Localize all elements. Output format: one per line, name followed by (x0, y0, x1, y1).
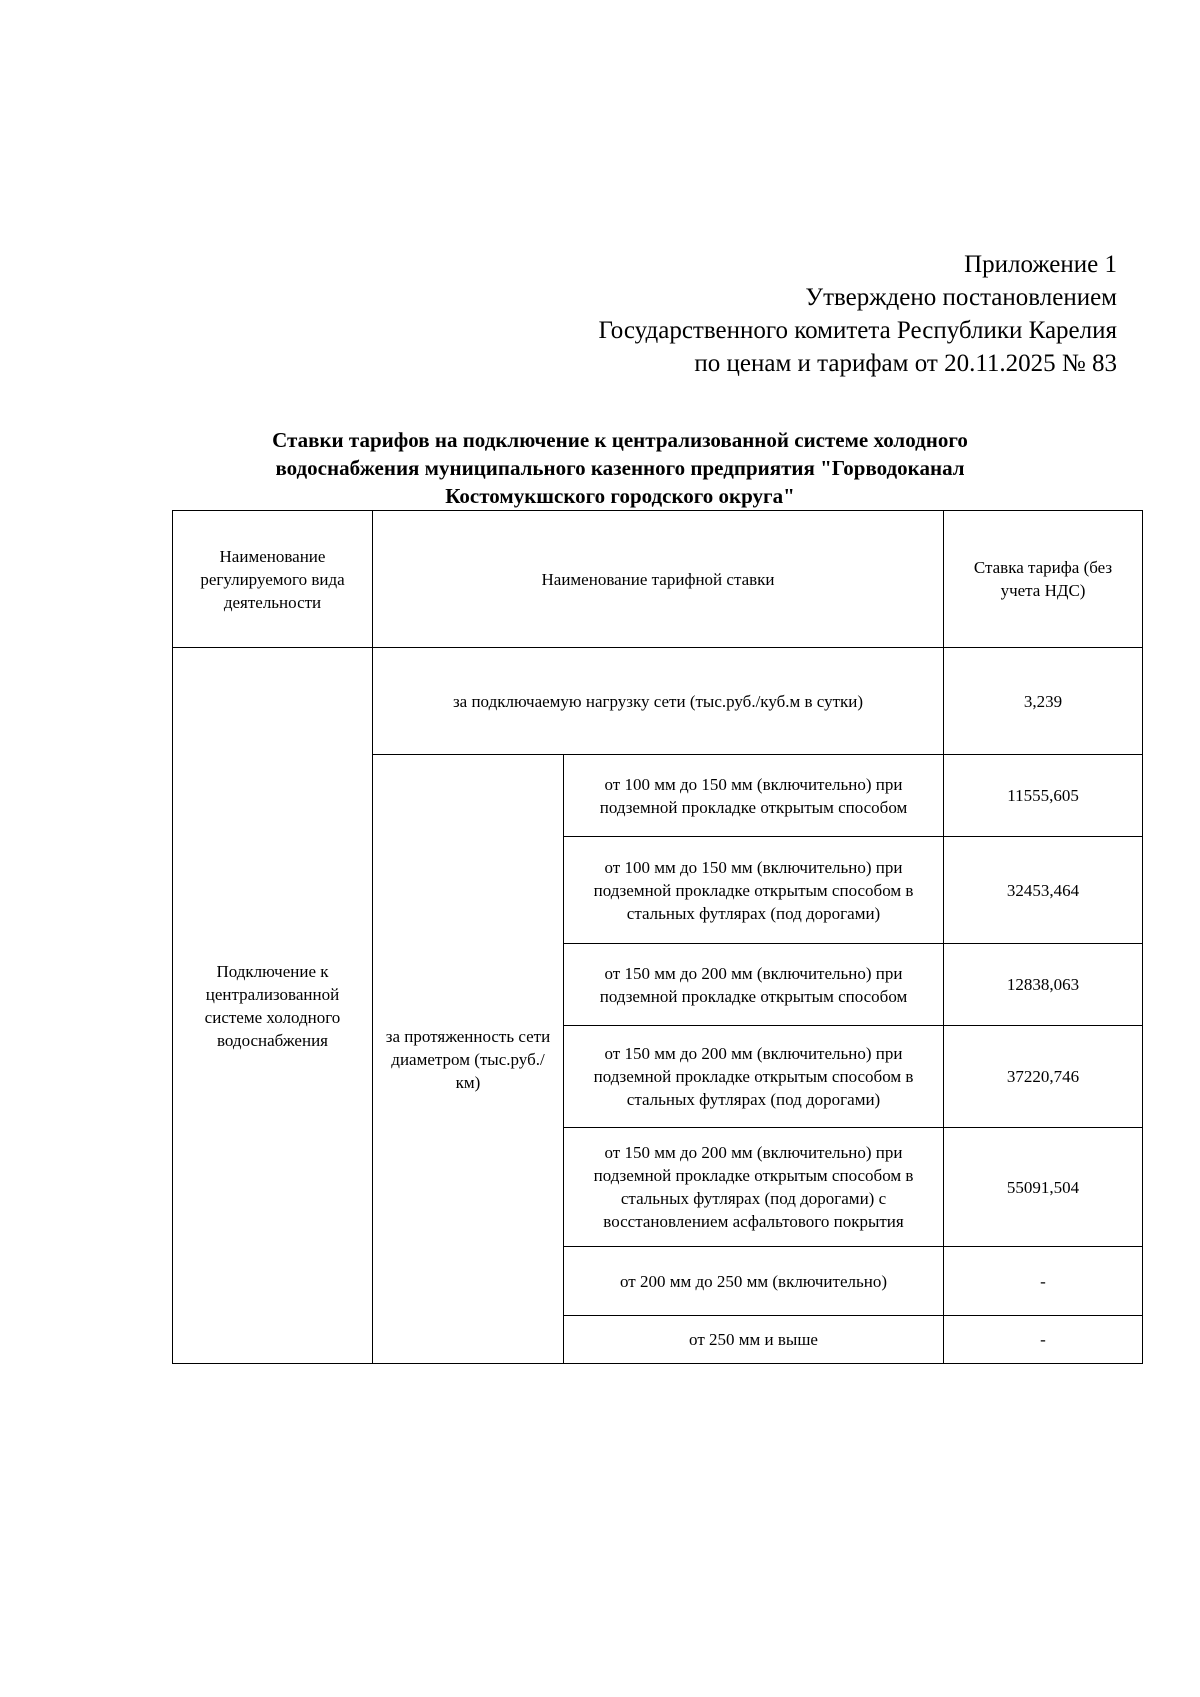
length-rate-value: 55091,504 (944, 1128, 1143, 1247)
length-rate-value: - (944, 1316, 1143, 1364)
decree-reference: по ценам и тарифам от 20.11.2025 № 83 (694, 350, 1117, 377)
activity-cell: Подключение к централизованной системе холодного водоснабжения (173, 648, 373, 1364)
approval-line: Утверждено постановлением (805, 284, 1117, 311)
length-rate-label: от 100 мм до 150 мм (включительно) при подземной прокладке открытым способом в стальных футлярах (под дорогами) (564, 837, 944, 944)
length-rate-label: от 150 мм до 200 мм (включительно) при подземной прокладке открытым способом в стальных футлярах (под дорогами) (564, 1026, 944, 1128)
length-rate-label: от 150 мм до 200 мм (включительно) при подземной прокладке открытым способом (564, 944, 944, 1026)
title-line-3: Костомукшского городского округа" (445, 484, 795, 508)
length-rate-label: от 250 мм и выше (564, 1316, 944, 1364)
length-rate-label: от 200 мм до 250 мм (включительно) (564, 1247, 944, 1316)
title-line-2: водоснабжения муниципального казенного предприятия "Горводоканал (275, 456, 965, 480)
appendix-header (598, 248, 1117, 380)
length-rate-value: 32453,464 (944, 837, 1143, 944)
length-rate-value: 12838,063 (944, 944, 1143, 1026)
load-rate-value: 3,239 (944, 648, 1143, 755)
length-rate-value: - (944, 1247, 1143, 1316)
length-rate-label: от 100 мм до 150 мм (включительно) при подземной прокладке открытым способом (564, 755, 944, 837)
title-line-1: Ставки тарифов на подключение к централизованной системе холодного (272, 428, 968, 452)
header-activity: Наименование регулируемого вида деятельности (173, 511, 373, 648)
table-row (173, 648, 1143, 755)
tariff-table (172, 510, 1143, 1364)
load-rate-label: за подключаемую нагрузку сети (тыс.руб./куб.м в сутки) (373, 648, 944, 755)
length-rate-value: 11555,605 (944, 755, 1143, 837)
length-group-label: за протяженность сети диаметром (тыс.руб./км) (373, 755, 564, 1364)
header-rate-name: Наименование тарифной ставки (373, 511, 944, 648)
document-title (170, 426, 1070, 510)
table-header-row (173, 511, 1143, 648)
appendix-number: Приложение 1 (964, 251, 1117, 278)
length-rate-label: от 150 мм до 200 мм (включительно) при подземной прокладке открытым способом в стальных футлярах (под дорогами) с восстановлением асфальтового покрытия (564, 1128, 944, 1247)
length-rate-value: 37220,746 (944, 1026, 1143, 1128)
header-rate-value: Ставка тарифа (без учета НДС) (944, 511, 1143, 648)
committee-name: Государственного комитета Республики Карелия (598, 317, 1117, 344)
